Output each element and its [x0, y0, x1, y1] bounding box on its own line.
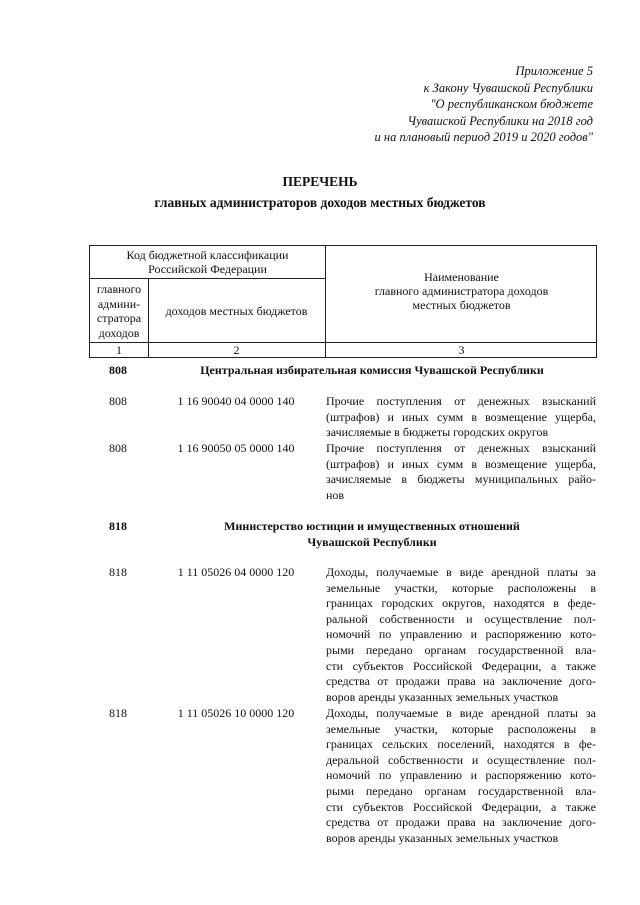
annex-line: к Закону Чувашской Республики [423, 80, 593, 95]
page-subtitle: главных администраторов доходов местных бюджетов [154, 195, 486, 210]
agency-name: Центральная избирательная комиссия Чувашской Республики [200, 363, 544, 377]
agency-code: 818 [109, 519, 127, 533]
annex-header [263, 63, 593, 146]
admin-code: 818 [109, 706, 127, 720]
annex-line: "О республиканском бюджете [430, 97, 593, 111]
bk-code: 1 16 90050 05 0000 140 [177, 441, 295, 455]
admin-code: 808 [109, 441, 127, 455]
bk-code: 1 16 90040 04 0000 140 [177, 394, 295, 408]
revenue-description: Доходы, получаемые в виде арендной платы за земельные участки, которые расположены в границах городских округов, находятся в феде- ральной собственности и осуществление пол- номочий по управлению и распоряжению кото- рыми передано органам государственной вла- сти субъектов Российской Федерации, а также средства от продажи права на заключение дого- воров аренды указанных земельных участков [326, 565, 596, 704]
header-col-admin: главного админи- стратора доходов [96, 282, 142, 340]
bk-code: 1 11 05026 04 0000 120 [177, 565, 295, 579]
page-title: ПЕРЕЧЕНЬ [282, 174, 358, 189]
revenue-description: Прочие поступления от денежных взысканий (штрафов) и иных сумм в возмещение ущерба, зачисляемые в бюджеты муниципальных райо- нов [326, 441, 596, 502]
column-number: 1 [116, 343, 122, 357]
table-header [89, 245, 597, 358]
admin-code: 818 [109, 565, 127, 579]
header-code-group: Код бюджетной классификации Российской Федерации [126, 248, 289, 276]
column-number: 2 [233, 343, 240, 357]
annex-line: и на плановый период 2019 и 2020 годов" [374, 130, 593, 144]
revenue-description: Доходы, получаемые в виде арендной платы за земельные участки, которые расположены в границах сельских поселений, находятся в фе- деральной собственности и осуществление пол- номочий по управлению и распоряжению кото- рыми передано органам государственной вла- сти субъектов Российской Федерации, а также средства от продажи права на заключение дого- воров аренды указанных земельных участков [326, 706, 596, 845]
bk-code: 1 11 05026 10 0000 120 [177, 706, 295, 720]
agency-name: Министерство юстиции и имущественных отношений Чувашской Республики [224, 519, 520, 549]
annex-line: Приложение 5 [515, 64, 593, 78]
header-divider [90, 278, 325, 279]
agency-code: 808 [109, 363, 127, 377]
header-col-name: Наименование главного администратора доходов местных бюджетов [374, 270, 549, 312]
column-number: 3 [458, 343, 465, 357]
annex-line: Чувашской Республики на 2018 год [407, 113, 593, 128]
revenue-description: Прочие поступления от денежных взысканий (штрафов) и иных сумм в возмещение ущерба, зачисляемые в бюджеты городских округов [326, 394, 596, 440]
header-col-revenue: доходов местных бюджетов [165, 304, 308, 318]
admin-code: 808 [109, 394, 127, 408]
